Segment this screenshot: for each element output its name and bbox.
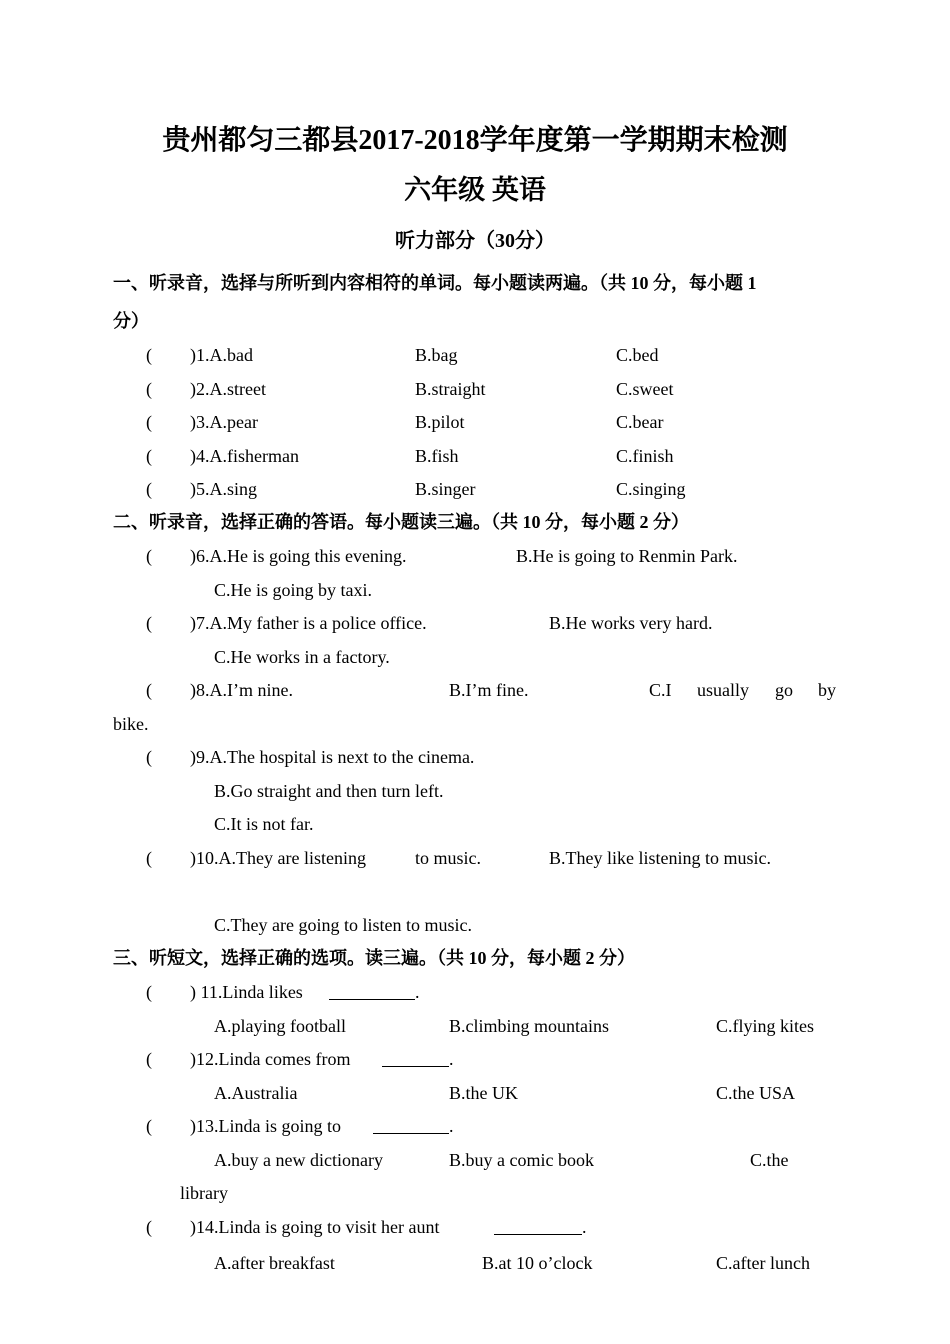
answer-blank[interactable] — [494, 1216, 582, 1235]
option-a: A.after breakfast — [214, 1253, 335, 1273]
answer-paren[interactable]: ( — [146, 379, 152, 399]
part1-instruction: 一、听录音，选择与所听到内容相符的单词。每小题读两遍。（共 10 分，每小题 1 — [113, 273, 757, 293]
option-b: B.He works very hard. — [549, 613, 713, 633]
answer-paren[interactable]: ( — [146, 982, 152, 1002]
option-c: C.after lunch — [716, 1253, 810, 1273]
answer-paren[interactable]: ( — [146, 345, 152, 365]
option-c: C.sweet — [616, 379, 674, 399]
answer-blank[interactable] — [382, 1048, 449, 1067]
question-end: . — [415, 982, 420, 1002]
option-a: )5.A.sing — [190, 479, 257, 499]
option-b: B.the UK — [449, 1083, 518, 1103]
answer-blank[interactable] — [373, 1115, 449, 1134]
option-c: C.I — [649, 680, 672, 700]
option-b: B.singer — [415, 479, 476, 499]
option-a: A.Australia — [214, 1083, 298, 1103]
option-b: B.Go straight and then turn left. — [214, 781, 444, 801]
question-end: . — [582, 1217, 587, 1237]
option-a: )4.A.fisherman — [190, 446, 299, 466]
answer-paren[interactable]: ( — [146, 1116, 152, 1136]
answer-paren[interactable]: ( — [146, 546, 152, 566]
option-a: A.playing football — [214, 1016, 346, 1036]
listening-section-heading: 听力部分（30分） — [395, 230, 555, 252]
option-c-cont: bike. — [113, 714, 149, 734]
option-a: )3.A.pear — [190, 412, 258, 432]
option-c-word: by — [818, 680, 836, 700]
option-a-cont: to music. — [415, 848, 481, 868]
option-c-word: usually — [697, 680, 749, 700]
answer-paren[interactable]: ( — [146, 1049, 152, 1069]
option-c: C.flying kites — [716, 1016, 814, 1036]
option-a: )6.A.He is going this evening. — [190, 546, 407, 566]
question-stem: )13.Linda is going to — [190, 1116, 341, 1136]
question-stem: )14.Linda is going to visit her aunt — [190, 1217, 440, 1237]
option-c: C.He works in a factory. — [214, 647, 390, 667]
option-c: C.bed — [616, 345, 659, 365]
option-a: A.buy a new dictionary — [214, 1150, 383, 1170]
answer-paren[interactable]: ( — [146, 412, 152, 432]
part1-instruction-cont: 分） — [113, 311, 149, 331]
option-b: B.straight — [415, 379, 486, 399]
option-a: )7.A.My father is a police office. — [190, 613, 427, 633]
option-c: C.It is not far. — [214, 814, 314, 834]
answer-paren[interactable]: ( — [146, 479, 152, 499]
question-end: . — [449, 1049, 454, 1069]
part3-instruction: 三、听短文，选择正确的选项。读三遍。（共 10 分，每小题 2 分） — [113, 948, 635, 968]
option-b: B.They like listening to music. — [549, 848, 771, 868]
option-c: C.finish — [616, 446, 674, 466]
option-b: B.at 10 o’clock — [482, 1253, 593, 1273]
option-c: C.the USA — [716, 1083, 796, 1103]
option-a: )2.A.street — [190, 379, 266, 399]
option-a: )8.A.I’m nine. — [190, 680, 293, 700]
option-b: B.bag — [415, 345, 458, 365]
question-stem: )12.Linda comes from — [190, 1049, 351, 1069]
option-c: C.They are going to listen to music. — [214, 915, 472, 935]
option-c-word: go — [775, 680, 793, 700]
option-b: B.I’m fine. — [449, 680, 529, 700]
option-b: B.climbing mountains — [449, 1016, 609, 1036]
answer-paren[interactable]: ( — [146, 613, 152, 633]
option-c: C.bear — [616, 412, 664, 432]
option-c-cont: library — [180, 1183, 228, 1203]
option-a: )9.A.The hospital is next to the cinema. — [190, 747, 475, 767]
option-a: )1.A.bad — [190, 345, 253, 365]
option-c: C.He is going by taxi. — [214, 580, 372, 600]
answer-paren[interactable]: ( — [146, 848, 152, 868]
answer-paren[interactable]: ( — [146, 1217, 152, 1237]
option-c: C.singing — [616, 479, 686, 499]
part2-instruction: 二、听录音，选择正确的答语。每小题读三遍。（共 10 分，每小题 2 分） — [113, 512, 689, 532]
answer-paren[interactable]: ( — [146, 446, 152, 466]
option-b: B.pilot — [415, 412, 465, 432]
answer-paren[interactable]: ( — [146, 680, 152, 700]
option-b: B.He is going to Renmin Park. — [516, 546, 738, 566]
question-stem: ) 11.Linda likes — [190, 982, 303, 1002]
option-b: B.buy a comic book — [449, 1150, 594, 1170]
exam-subtitle: 六年级 英语 — [404, 175, 546, 205]
answer-paren[interactable]: ( — [146, 747, 152, 767]
exam-title: 贵州都匀三都县2017-2018学年度第一学期期末检测 — [162, 125, 788, 156]
option-b: B.fish — [415, 446, 459, 466]
option-c: C.the — [750, 1150, 789, 1170]
answer-blank[interactable] — [329, 981, 415, 1000]
question-end: . — [449, 1116, 454, 1136]
option-a: )10.A.They are listening — [190, 848, 366, 868]
